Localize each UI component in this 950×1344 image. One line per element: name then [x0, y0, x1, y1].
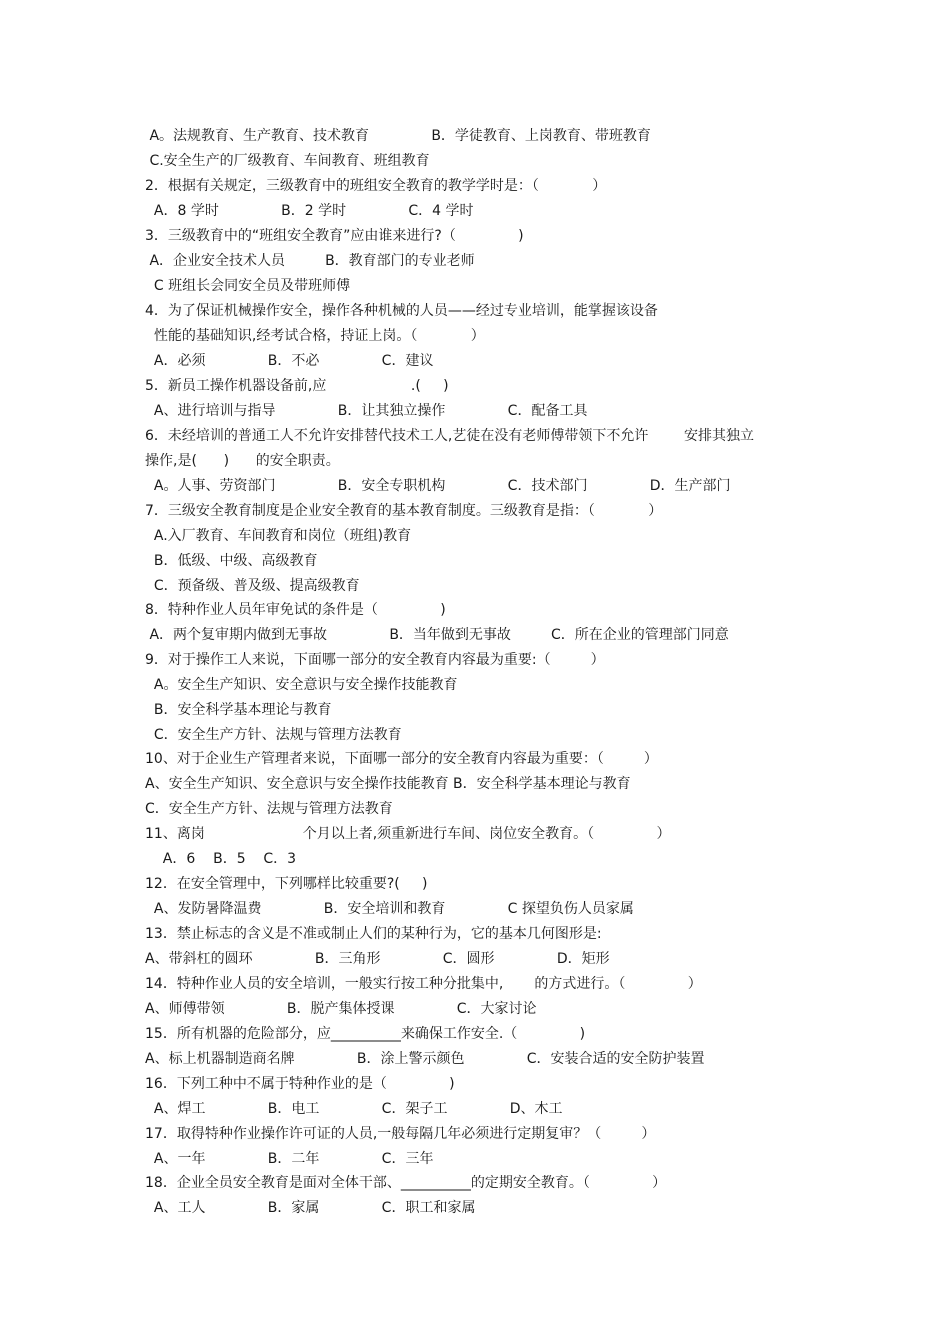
text-line: 13．禁止标志的含义是不准或制止人们的某种行为，它的基本几何图形是: — [145, 926, 602, 942]
text-line: 性能的基础知识,经考试合格，持证上岗。（ ） — [145, 328, 485, 344]
text-line: A．必须 B．不必 C．建议 — [145, 353, 434, 369]
text-line: 18．企业全员安全教育是面对全体干部、__________的定期安全教育。（ ） — [145, 1175, 667, 1191]
text-line: 8．特种作业人员年审免试的条件是（ ) — [145, 602, 446, 618]
text-line: A．6 B．5 C．3 — [145, 851, 297, 867]
text-line: A．企业安全技术人员 B．教育部门的专业老师 — [145, 253, 475, 269]
text-line: A、发防暑降温费 B．安全培训和教育 C 探望负伤人员家属 — [145, 901, 634, 917]
text-line: 17．取得特种作业操作许可证的人员,一般每隔几年必须进行定期复审？（ ） — [145, 1126, 656, 1142]
text-line: 6．未经培训的普通工人不允许安排替代技术工人,艺徒在没有老师傅带领下不允许 安排其独立 — [145, 428, 754, 444]
text-line: A、焊工 B．电工 C．架子工 D、木工 — [145, 1101, 563, 1117]
text-line: C．安全生产方针、法规与管理方法教育 — [145, 727, 402, 743]
text-line: 10、对于企业生产管理者来说，下面哪一部分的安全教育内容最为重要：（ ） — [145, 751, 658, 767]
text-line: A。安全生产知识、安全意识与安全操作技能教育 — [145, 677, 458, 693]
text-line: A．8 学时 B．2 学时 C．4 学时 — [145, 203, 474, 219]
text-line: 12．在安全管理中，下列哪样比较重要?( ) — [145, 876, 428, 892]
text-line: 14．特种作业人员的安全培训，一般实行按工种分批集中, 的方式进行。（ ） — [145, 976, 702, 992]
text-line: A、师傅带领 B．脱产集体授课 C．大家讨论 — [145, 1001, 537, 1017]
text-line: 3．三级教育中的“班组安全教育”应由谁来进行?（ ) — [145, 228, 524, 244]
text-line: A、一年 B．二年 C．三年 — [145, 1151, 434, 1167]
text-line: A、进行培训与指导 B．让其独立操作 C．配备工具 — [145, 403, 588, 419]
text-line: C．安全生产方针、法规与管理方法教育 — [145, 801, 393, 817]
text-line: 7．三级安全教育制度是企业安全教育的基本教育制度。三级教育是指：（ ） — [145, 503, 663, 519]
text-line: A、带斜杠的圆环 B．三角形 C．圆形 D．矩形 — [145, 951, 610, 967]
text-line: 2．根据有关规定，三级教育中的班组安全教育的教学学时是：（ ） — [145, 178, 607, 194]
text-line: 操作,是( ) 的安全职责。 — [145, 453, 340, 469]
text-line: A、工人 B．家属 C．职工和家属 — [145, 1200, 476, 1216]
text-line: 4．为了保证机械操作安全，操作各种机械的人员——经过专业培训，能掌握该设备 — [145, 303, 658, 319]
text-line: A.入厂教育、车间教育和岗位（班组)教育 — [145, 528, 412, 544]
text-line: C．预备级、普及级、提高级教育 — [145, 578, 360, 594]
text-line: A、安全生产知识、安全意识与安全操作技能教育 B．安全科学基本理论与教育 — [145, 776, 631, 792]
text-line: B．低级、中级、高级教育 — [145, 553, 318, 569]
text-line: 15．所有机器的危险部分，应__________来确保工作安全.（ ) — [145, 1026, 586, 1042]
text-line: C.安全生产的厂级教育、车间教育、班组教育 — [145, 153, 430, 169]
text-line: 11、离岗 个月以上者,须重新进行车间、岗位安全教育。（ ） — [145, 826, 671, 842]
text-line: A、标上机器制造商名牌 B．涂上警示颜色 C．安装合适的安全防护装置 — [145, 1051, 705, 1067]
text-line: A。人事、劳资部门 B．安全专职机构 C．技术部门 D．生产部门 — [145, 478, 731, 494]
text-line: A．两个复审期内做到无事故 B．当年做到无事故 C．所在企业的管理部门同意 — [145, 627, 729, 643]
text-line: 9．对于操作工人来说，下面哪一部分的安全教育内容最为重要:（ ） — [145, 652, 605, 668]
text-line: B．安全科学基本理论与教育 — [145, 702, 332, 718]
text-line: 16．下列工种中不属于特种作业的是（ ) — [145, 1076, 455, 1092]
text-line: C 班组长会同安全员及带班师傅 — [145, 278, 351, 294]
text-line: A。法规教育、生产教育、技术教育 B．学徒教育、上岗教育、带班教育 — [145, 128, 651, 144]
text-line: 5．新员工操作机器设备前,应 .( ) — [145, 378, 449, 394]
